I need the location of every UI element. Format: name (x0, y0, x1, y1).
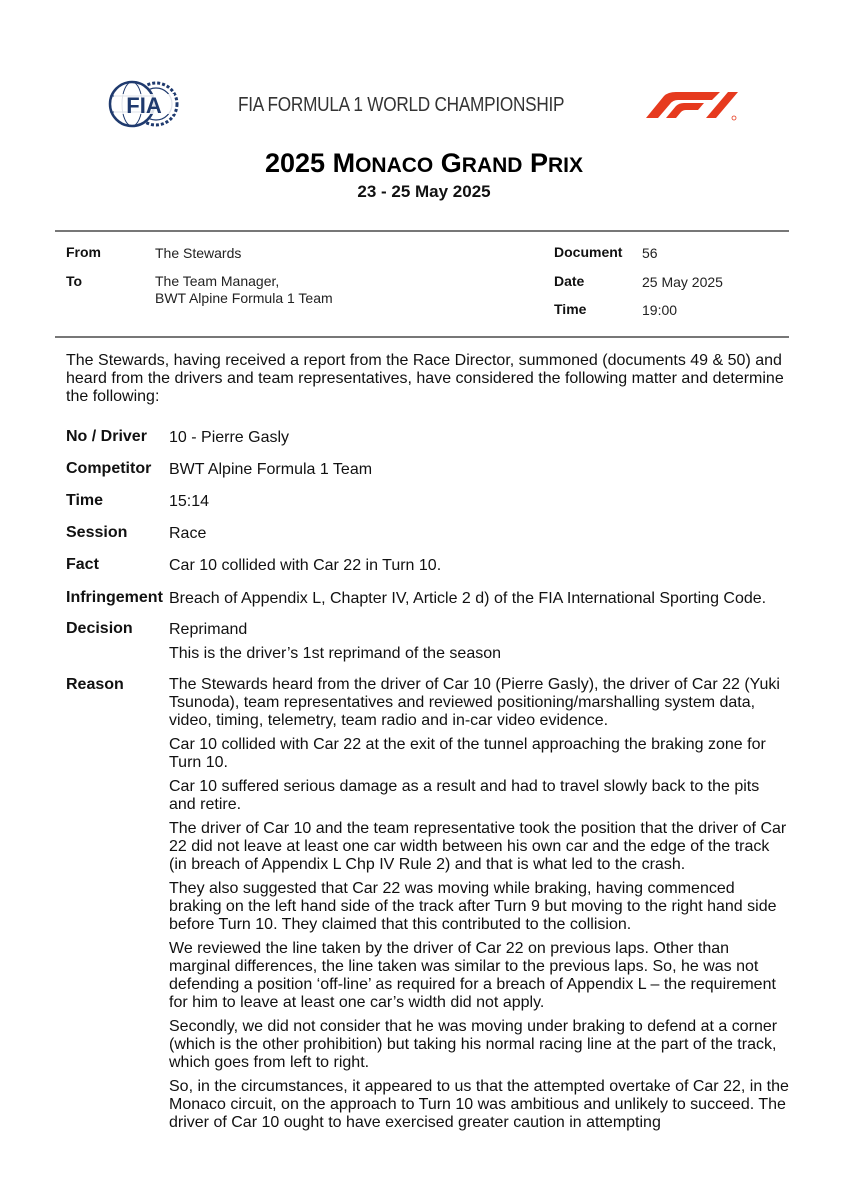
to-value (155, 273, 333, 307)
fact-label: Fact (66, 556, 99, 573)
event-title (0, 148, 848, 179)
document-value: 56 (642, 245, 658, 261)
session-value: Race (169, 525, 207, 542)
reason-paragraph: Car 10 collided with Car 22 at the exit of the tunnel approaching the braking zone for Turn 10. (169, 736, 766, 771)
date-label: Date (554, 273, 585, 289)
competitor-value: BWT Alpine Formula 1 Team (169, 461, 373, 478)
from-label: From (66, 244, 101, 260)
f1-logo (636, 88, 740, 122)
event-dates: 23 - 25 May 2025 (357, 182, 491, 201)
reason-paragraph: We reviewed the line taken by the driver of Car 22 on previous laps. Other than marginal differences, the line taken was similar to the previous laps. So, he was not defending a position ‘off-line’ as required for a breach of Appendix L – the requirement for him to leave at least one car’s width did not apply. (169, 940, 776, 1011)
time-value: 19:00 (642, 302, 678, 318)
to-line-1: The Team Manager, (155, 273, 280, 289)
competitor-label: Competitor (66, 460, 152, 477)
infringement-value: Breach of Appendix L, Chapter IV, Article 2 d) of the FIA International Sporting Code. (169, 590, 767, 607)
reason-body (169, 676, 789, 1138)
session-label: Session (66, 524, 128, 541)
from-value: The Stewards (155, 245, 242, 261)
championship-title: FIA FORMULA 1 WORLD CHAMPIONSHIP (238, 94, 565, 116)
intro-paragraph: The Stewards, having received a report from the Race Director, summoned (documents 49 & 50) and heard from the drivers and team representatives, have considered the following matter and determine the following: (66, 352, 784, 405)
to-label: To (66, 273, 83, 289)
decision-value: Reprimand (169, 621, 248, 638)
title-word1-rest: ONACO (355, 154, 434, 177)
title-word1-initial: M (332, 148, 356, 178)
driver-value: 10 - Pierre Gasly (169, 429, 290, 446)
driver-label: No / Driver (66, 428, 147, 445)
infringement-label: Infringement (66, 589, 163, 606)
date-value: 25 May 2025 (642, 274, 723, 290)
f1-logo-text: F1 (636, 88, 638, 89)
incident-time-value: 15:14 (169, 493, 210, 510)
fia-logo-text: FIA (126, 93, 162, 118)
reason-label: Reason (66, 676, 124, 693)
to-line-2: BWT Alpine Formula 1 Team (155, 290, 333, 306)
bottom-divider (55, 336, 789, 338)
decision-note: This is the driver’s 1st reprimand of the season (169, 645, 502, 662)
time-label: Time (554, 301, 587, 317)
title-year: 2025 (264, 148, 326, 178)
reason-paragraph: Car 10 suffered serious damage as a result and had to travel slowly back to the pits and retire. (169, 778, 760, 813)
title-word2-initial: G (440, 148, 462, 178)
reason-paragraph: They also suggested that Car 22 was moving while braking, having commenced braking on the left hand side of the track after Turn 9 but moving to the right hand side before Turn 10. They claimed that this contributed to the collision. (169, 880, 777, 933)
fact-value: Car 10 collided with Car 22 in Turn 10. (169, 557, 442, 574)
top-divider (55, 230, 789, 232)
reason-paragraph: The driver of Car 10 and the team representative took the position that the driver of Car 22 did not leave at least one car width between his own car and the edge of the track (in breach of Appendix L Chp IV Rule 2) and that is what led to the crash. (169, 820, 787, 873)
fia-logo (108, 80, 180, 128)
document-label: Document (554, 244, 623, 260)
title-word3-rest: RIX (547, 154, 583, 177)
title-word3-initial: P (529, 148, 548, 178)
reason-paragraph: The Stewards heard from the driver of Car 10 (Pierre Gasly), the driver of Car 22 (Yuki Tsunoda), team representatives and reviewed positioning/marshalling system data, video, timing, telemetry, team radio and in-car video evidence. (169, 676, 780, 729)
decision-label: Decision (66, 620, 133, 637)
incident-time-label: Time (66, 492, 104, 509)
reason-paragraph: Secondly, we did not consider that he was moving under braking to defend at a corner (which is the other prohibition) but taking his normal racing line at the part of the track, which goes from left to right. (169, 1018, 778, 1071)
title-word2-rest: RAND (461, 154, 523, 177)
reason-paragraph: So, in the circumstances, it appeared to us that the attempted overtake of Car 22, in the Monaco circuit, on the approach to Turn 10 was ambitious and unlikely to succeed. The driver of Car 10 ought to have exercised greater caution in attempting (169, 1078, 789, 1131)
